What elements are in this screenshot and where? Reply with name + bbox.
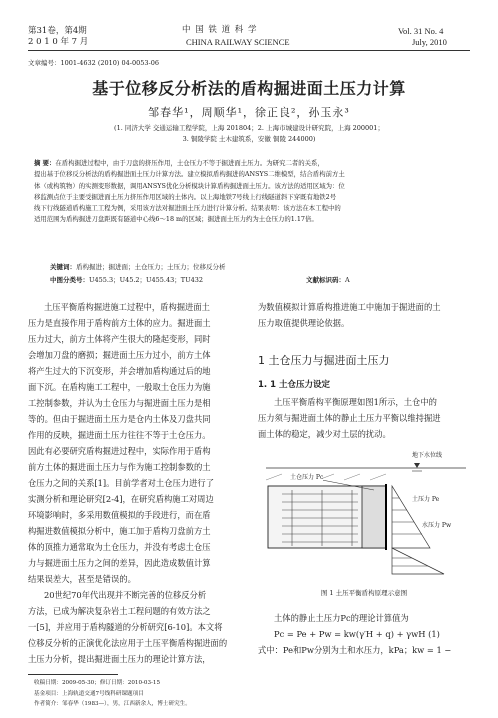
figure-1 <box>262 450 470 580</box>
abstract-line: 线下行线隧道盾构施工工程为例，采用该方法对掘进面土压力进行计算分析。结果表明：该方法在本工程中的 <box>34 204 341 213</box>
journal-name-en: CHINA RAILWAY SCIENCE <box>186 37 290 47</box>
figure-caption: 图 1 土压平衡盾构原理示意图 <box>320 589 408 597</box>
abstract-line: 适用范围为盾构掘进刀盘距既有隧道中心线6～18 m的区域；掘进面土压力约为土仓压力的1.17倍。 <box>34 215 318 224</box>
body-line: 力与掘进面土压力之间的差异，因此造成数值计算 <box>28 558 211 568</box>
body-line: 压力过大，前方土体将产生很大的隆起变形，同时 <box>28 334 211 344</box>
section-heading-1-1: 1. 1 土仓压力设定 <box>258 380 330 390</box>
label-earth-pressure: 土压力 Pe <box>412 496 440 503</box>
clc-label: 中图分类号： <box>50 276 89 284</box>
footnote-author: 作者简介：邹春华（1983—），男，江西新余人，博士研究生。 <box>34 701 191 707</box>
keywords: 盾构掘进；掘进面；土仓压力；土压力；位移反分析 <box>76 263 226 271</box>
clc-codes: U455.3；U45.2；U455.43；TU432 <box>89 276 203 284</box>
doc-code-label: 文献标识码： <box>306 276 345 284</box>
body-line: 结果误差大，甚至是错误的。 <box>28 574 136 584</box>
abstract-label: 摘 要： <box>34 159 56 167</box>
doc-code: A <box>345 276 350 284</box>
body-line: 土压平衡盾构掘进施工过程中，盾构掘进面土 <box>44 302 210 312</box>
body-line: 位移反分析的正演优化法应用于土压平衡盾构掘进面的 <box>28 638 228 648</box>
body-line: 面下沉。在盾构施工工程中，一般取土仓压力为施 <box>28 382 211 392</box>
journal-volume-cn: 第31卷，第4期 <box>28 26 87 36</box>
body-line: 方法，已成为解决复杂岩土工程问题的有效方法之 <box>28 606 211 616</box>
abstract-line: 体（或构筑物）的实测变形数据，调用ANSYS优化分析模块计算盾构掘进面土压力。该方法的适用区域为：位 <box>34 181 345 190</box>
body-line: 式中：Pe和Pw分别为土和水压力，kPa；kw = 1 − <box>258 645 452 655</box>
body-line: 面土体的稳定，减少对土层的扰动。 <box>258 429 391 439</box>
abstract-line: 提出基于位移反分析法的盾构掘进面土压力计算方法。建立模拟盾构掘进的ANSYS二维模型，结合盾构前方土 <box>34 170 345 179</box>
body-line: 土压力分析，提出掘进面土压力的理论计算方法， <box>28 654 211 664</box>
body-line: 压力须与掘进面土体的静止土压力平衡以维持掘进 <box>258 413 441 423</box>
right-column-top <box>258 299 470 331</box>
journal-name-cn: 中 国 铁 道 科 学 <box>182 25 258 35</box>
journal-date-cn: 2 0 1 0 年 7 月 <box>28 37 89 47</box>
label-water-table: 地下水位线 <box>412 452 443 459</box>
header-rule <box>28 50 470 51</box>
body-line: 土体的静止土压力Pc的理论计算值为 <box>274 613 409 623</box>
footnotes <box>34 678 191 710</box>
body-line: 实测分析和理论研究[2-4]，在研究盾构施工对周边 <box>28 494 214 504</box>
label-water-pressure: 水压力 Pw <box>422 522 452 529</box>
keywords-label: 关键词： <box>50 263 76 271</box>
affiliation-line-2: 3. 铜陵学院 土木建筑系，安徽 铜陵 244000) <box>182 135 316 143</box>
affiliation-line-1: (1. 同济大学 交通运输工程学院，上海 201804；2. 上海市城建设计研究院，上海 200001； <box>114 124 384 132</box>
body-line: 环境影响时，多采用数值模拟的手段进行，而在盾 <box>28 510 211 520</box>
body-line: 将产生过大的下沉变形，并会增加盾构通过后的地 <box>28 366 211 376</box>
body-line: 构掘进数值模拟分析中，施工加于盾构刀盘前方土 <box>28 526 211 536</box>
body-line: 前方土体的掘进面土压力与作为施工控制参数的土 <box>28 462 211 472</box>
paper-title: 基于位移反分析法的盾构掘进面土压力计算 <box>92 79 406 98</box>
keywords-row <box>50 262 226 271</box>
body-line: 工控制参数，并认为土仓压力与掘进面土压力是相 <box>28 398 211 408</box>
body-line: 作用的反映，掘进面土压力往往不等于土仓压力。 <box>28 430 211 440</box>
footnote-funding: 基金项目：上海轨道交通7号线科研课题项目 <box>34 690 144 697</box>
abstract-line: 在盾构掘进过程中，由于刀盘的挤压作用，土仓压力不等于掘进面土压力。为研究二者的关系， <box>55 159 324 167</box>
label-chamber-pressure: 土仓压力 Pc <box>290 474 324 481</box>
footnote-received: 收稿日期：2009-05-30；修订日期：2010-03-15 <box>34 680 161 686</box>
body-line: 因此有必要研究盾构掘进过程中，实际作用于盾构 <box>28 446 211 456</box>
body-line: 土压平衡盾构平衡原理如图1所示，土仓中的 <box>274 397 437 407</box>
abstract-line: 移监测点位于主要受掘进面土压力挤压作用区域的土体内。以上海地铁7号线上行线隧道斜下穿既有地铁2号 <box>34 192 337 201</box>
journal-date-en: July, 2010 <box>412 37 447 47</box>
body-line: 仓压力之间的关系[1]。目前学者对土仓压力进行了 <box>28 478 214 488</box>
body-line: 一[5]，并应用于盾构隧道的分析研究[6-10]。本文将 <box>28 622 223 632</box>
right-column-mid <box>258 394 470 442</box>
section-heading-1: 1 土仓压力与掘进面土压力 <box>258 354 390 367</box>
authors: 邹春华¹，周顺华¹，徐正良²，孙玉永³ <box>148 106 350 119</box>
right-column-bottom <box>258 610 470 658</box>
doc-code-row <box>306 275 350 284</box>
body-line: 压力取值提供理论依据。 <box>258 318 350 328</box>
journal-volume-en: Vol. 31 No. 4 <box>398 26 444 36</box>
shield-diagram <box>262 450 470 580</box>
left-column <box>28 299 240 667</box>
classification-row <box>50 275 203 284</box>
body-line: 体的顶推力通常取为土仓压力，并没有考虑土仓压 <box>28 542 211 552</box>
body-line: 为数值模拟计算盾构推进施工中施加于掘进面的土 <box>258 302 441 312</box>
footnote-rule <box>28 674 118 675</box>
article-number: 文章编号：1001-4632 (2010) 04-0053-06 <box>28 59 160 67</box>
body-line: 压力是直接作用于盾构前方土体的应力。掘进面土 <box>28 318 211 328</box>
body-line: 20世纪70年代出现并不断完善的位移反分析 <box>44 590 207 600</box>
body-line: 会增加刀盘的磨损；掘进面土压力过小，前方土体 <box>28 350 211 360</box>
equation-1: Pc = Pe + Pw = kw(γ′H + q) + γwH (1) <box>274 629 440 639</box>
body-line: 等的。但由于掘进面土压力是仓内土体及刀盘共同 <box>28 414 211 424</box>
abstract <box>34 158 466 226</box>
